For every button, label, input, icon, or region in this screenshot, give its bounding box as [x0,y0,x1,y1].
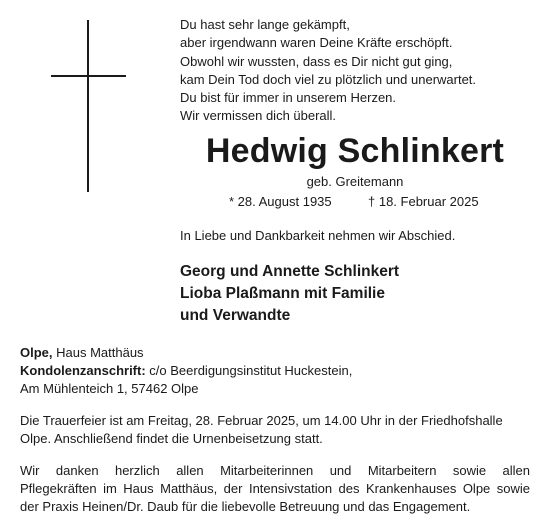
poem-line: kam Dein Tod doch viel zu plötzlich und unerwartet. [180,71,477,87]
thanks-line: Pflegekräften im Haus Matthäus, der Intensivstation des Krankenhauses Olpe sowie [20,481,530,496]
condolence-label: Kondolenzanschrift: [20,363,146,378]
condolence-line [20,362,530,380]
cross-horizontal-bar [51,75,126,77]
funeral-line: Olpe. Anschließend findet die Urnenbeisetzung statt. [20,431,323,446]
thanks-text [20,462,530,516]
mourner-line: Georg und Annette Schlinkert [180,263,400,280]
mourner-line: und Verwandte [180,307,291,324]
death-date: † 18. Februar 2025 [368,194,479,209]
place-line [20,344,530,362]
funeral-line: Die Trauerfeier ist am Freitag, 28. Februar 2025, um 14.00 Uhr in der Friedhofshalle [20,413,503,428]
birth-name: geb. Greitemann [306,174,404,189]
poem-line: Du bist für immer in unserem Herzen. [180,90,397,106]
place-label: Olpe, [20,345,53,360]
funeral-info [20,412,530,448]
deceased-name: Hedwig Schlinkert [205,132,505,170]
birth-date: * 28. August 1935 [229,194,332,209]
place-value: Haus Matthäus [52,345,144,360]
cross-vertical-bar [87,20,89,192]
poem [180,16,540,126]
farewell-text: In Liebe und Dankbarkeit nehmen wir Abschied. [180,228,456,243]
mourner-line: Lioba Plaßmann mit Familie [180,285,385,302]
thanks-line: Wir danken herzlich allen Mitarbeiterinnen und Mitarbeitern sowie allen [20,463,530,478]
poem-line: aber irgendwann waren Deine Kräfte erschöpft. [180,35,453,51]
mourners-list [180,261,530,327]
condolence-value: c/o Beerdigungsinstitut Huckestein, [145,363,353,378]
address-block [20,344,530,398]
poem-line: Du hast sehr lange gekämpft, [180,17,350,32]
poem-line: Wir vermissen dich überall. [180,108,337,124]
poem-line: Obwohl wir wussten, dass es Dir nicht gut ging, [180,53,453,69]
street-line: Am Mühlenteich 1, 57462 Olpe [20,381,199,396]
thanks-line: der Praxis Heinen/Dr. Daub für die liebevolle Betreuung und das Engagement. [20,499,471,514]
